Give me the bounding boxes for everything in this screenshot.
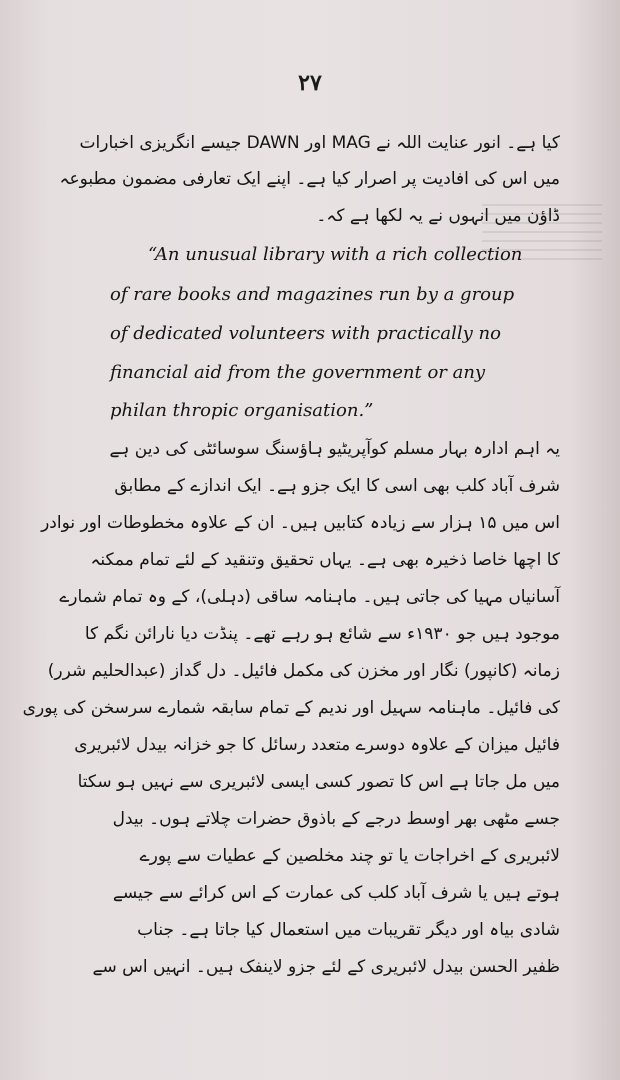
urdu-line: ظفیر الحسن بیدل لائبریری کے لئے جزو لاینفک ہیں۔ انہیں اس سے xyxy=(92,957,560,977)
urdu-line: کی فائیل۔ ماہنامہ سہیل اور ندیم کے تمام سابقہ شمارے سرسخن کی پوری xyxy=(22,698,560,718)
urdu-line: موجود ہیں جو ۱۹۳۰ء سے شائع ہو رہے تھے۔ پنڈت دیا نارائن نگم کا xyxy=(84,624,560,644)
quote-line: financial aid from the government or any xyxy=(110,362,486,383)
urdu-line: شادی بیاہ اور دیگر تقریبات میں استعمال کیا جاتا ہے۔ جناب xyxy=(137,920,560,940)
urdu-line: میں اس کی افادیت پر اصرار کیا ہے۔ اپنے ایک تعارفی مضمون مطبوعہ xyxy=(59,169,560,189)
urdu-line: ہوتے ہیں یا شرف آباد کلب کی عمارت کے اس کرائے سے جیسے xyxy=(112,883,560,903)
urdu-line: یہ اہم ادارہ بہار مسلم کوآپریٹیو ہاؤسنگ سوسائٹی کی دین ہے xyxy=(109,439,560,459)
urdu-line: کا اچھا خاصا ذخیرہ بھی ہے۔ یہاں تحقیق وتنقید کے لئے تمام ممکنہ xyxy=(90,550,560,570)
quote-line: “An unusual library with a rich collection xyxy=(148,244,523,265)
quote-line: philan thropic organisation.” xyxy=(110,400,374,421)
urdu-line: لائبریری کے اخراجات یا تو چند مخلصین کے عطیات سے پورے xyxy=(139,846,560,866)
urdu-line: جسے مٹھی بھر اوسط درجے کے باذوق حضرات چلاتے ہوں۔ بیدل xyxy=(112,809,560,829)
page-number: ۲۷ xyxy=(298,70,322,96)
quote-line: of rare books and magazines run by a group xyxy=(110,284,515,305)
urdu-line: میں مل جاتا ہے اس کا تصور کسی ایسی لائبریری سے نہیں ہو سکتا xyxy=(77,772,560,792)
urdu-line: شرف آباد کلب بھی اسی کا ایک جزو ہے۔ ایک اندازے کے مطابق xyxy=(114,476,560,496)
quote-line: of dedicated volunteers with practically no xyxy=(110,323,501,344)
urdu-line: کیا ہے۔ انور عنایت اللہ نے MAG اور DAWN جیسے انگریزی اخبارات xyxy=(79,133,560,153)
urdu-line: ڈاؤن میں انہوں نے یہ لکھا ہے کہ۔ xyxy=(316,206,560,226)
urdu-line: اس میں ۱۵ ہزار سے زیادہ کتابیں ہیں۔ ان کے علاوہ مخطوطات اور نوادر xyxy=(41,513,560,533)
urdu-line: فائیل میزان کے علاوہ دوسرے متعدد رسائل کا جو خزانہ بیدل لائبریری xyxy=(74,735,560,755)
urdu-line: زمانہ (کانپور) نگار اور مخزن کی مکمل فائیل۔ دل گداز (عبدالحلیم شرر) xyxy=(47,661,560,681)
urdu-line: آسانیاں مہیا کی جاتی ہیں۔ ماہنامہ ساقی (دہلی)، کے وہ تمام شمارے xyxy=(59,587,560,607)
